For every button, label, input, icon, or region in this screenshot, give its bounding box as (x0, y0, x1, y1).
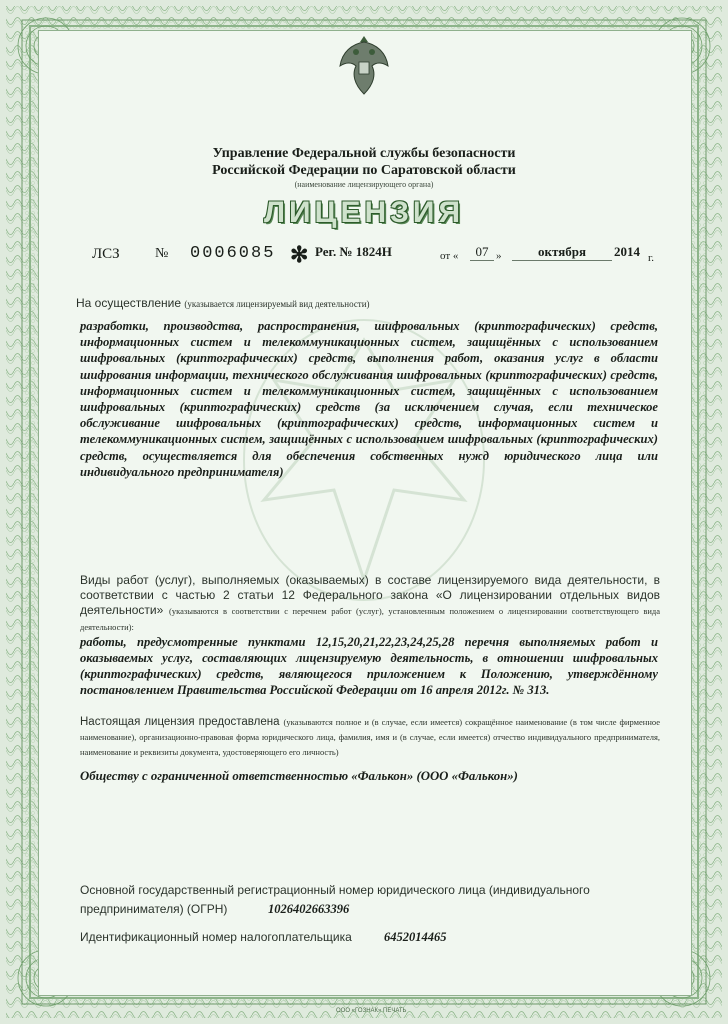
licensee-organization: Обществу с ограниченной ответственностью «Фалькон» (ООО «Фалькон») (80, 769, 518, 783)
authority-line-2: Российской Федерации по Саратовской области (212, 163, 516, 178)
registration-number: Рег. № 1824Н (315, 244, 392, 259)
date-year: 2014 (614, 244, 640, 259)
licensed-activity: разработки, производства, распространения, шифровальных (криптографических) средств, информационных систем и телекоммуникационных систем, защищённых с использованием шифровальных (криптографических) средств, выполнения работ, оказания услуг в области шифрования информации, технического обслуживания шифровальных (криптографических) средств, информационных систем и телекоммуникационных систем, защищённых с использованием шифровальных (криптографических) средств (за исключением случая, если техническое обслуживание шифровальных (криптографических) средств, информационных систем и телекоммуникационных систем, защищённых с использованием шифровальных (криптографических) средств, осуществляется для обеспечения собственных нужд юридического лица или индивидуального предпринимателя) (80, 319, 658, 479)
activity-intro-label: На осуществление (76, 296, 182, 310)
license-number: 0006085 (190, 244, 276, 263)
date-suffix: г. (648, 252, 655, 264)
licensing-authority (110, 145, 618, 179)
ogrn-intro: Основной государственный регистрационный номер юридического лица (индивидуального (80, 883, 590, 897)
granted-intro (80, 715, 660, 760)
printer-mark: ООО «ГОЗНАК» ПЕЧАТЬ (336, 1008, 407, 1014)
date-quote: » (496, 250, 502, 262)
inn-value: 6452014465 (384, 930, 447, 944)
activity-intro-note: (указывается лицензируемый вид деятельности) (184, 299, 370, 309)
works-intro-label: Виды работ (услуг), выполняемых (оказываемых) в составе лицензируемого вида деятельности, в соответствии с частью 2 статьи 12 Федерального закона «О лицензировании отдельных видов деятельности» (80, 573, 660, 617)
authority-line-1: Управление Федеральной службы безопасности (212, 146, 516, 161)
license-series: ЛСЗ (92, 246, 120, 262)
ogrn-value: 1026402663396 (268, 902, 350, 916)
granted-intro-note: (указываются полное и (в случае, если имеется) сокращённое наименование (в том числе фирменное наименование), организационно-правовая форма юридического лица, фамилия, имя и (в случае, если имеется) отчество индивидуального предпринимателя, наименование и реквизиты документа, удостоверяющего его личность) (80, 717, 660, 757)
date-prefix: от « (440, 250, 459, 262)
inn-label: Идентификационный номер налогоплательщика (80, 930, 352, 944)
activity-intro (76, 296, 370, 310)
works-intro-note: (указываются в соответствии с перечнем работ (услуг), установленным положением о лицензировании соответствующего вида деятельности): (80, 606, 660, 632)
granted-intro-label: Настоящая лицензия предоставлена (80, 716, 280, 728)
number-sign: № (155, 246, 169, 261)
document-title: ЛИЦЕНЗИЯ (263, 196, 465, 229)
works-list: работы, предусмотренные пунктами 12,15,20,21,22,23,24,25,28 перечня выполняемых работ и оказываемых услуг, составляющих лицензируемую деятельность, в отношении шифровальных (криптографических) средств, являющегося приложением к Положению, утверждённому постановлением Правительства Российской Федерации от 16 апреля 2012г. № 313. (80, 635, 658, 697)
works-intro (80, 573, 660, 635)
asterisk-icon: ✻ (290, 242, 309, 267)
date-day: 07 (470, 244, 494, 261)
coat-of-arms-icon (334, 32, 394, 98)
ogrn-label: предпринимателя) (ОГРН) (80, 902, 228, 916)
date-month: октября (512, 244, 612, 261)
authority-note: (наименование лицензирующего органа) (294, 180, 434, 189)
